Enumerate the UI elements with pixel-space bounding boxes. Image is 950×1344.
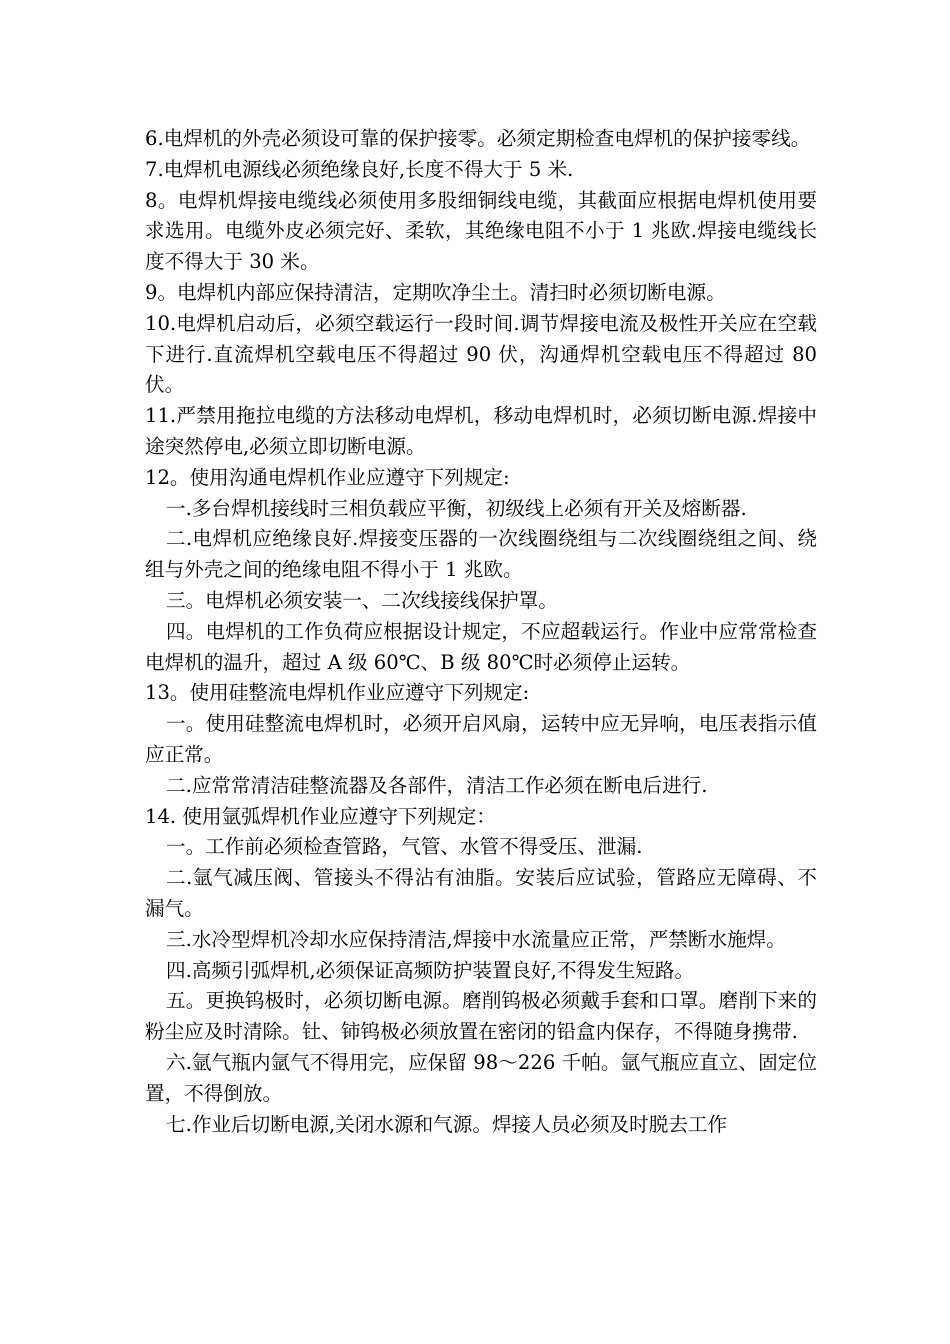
sub-item-13-1: 一。使用硅整流电焊机时，必须开启风扇，运转中应无异响，电压表指示值应正常。 bbox=[145, 712, 817, 766]
sub-item-12-4: 四。电焊机的工作负荷应根据设计规定，不应超载运行。作业中应常常检查电焊机的温升，超过 A 级 60℃、B 级 80℃时必须停止运转。 bbox=[145, 619, 817, 674]
paragraph-item-7: 7.电焊机电源线必须绝缘良好,长度不得大于 5 米. bbox=[145, 157, 574, 181]
sub-item-14-1: 一。工作前必须检查管路，气管、水管不得受压、泄漏. bbox=[166, 835, 643, 859]
section-heading-12: 12。使用沟通电焊机作业应遵守下列规定: bbox=[145, 465, 510, 489]
sub-item-14-3: 三.水冷型焊机冷却水应保持清洁,焊接中水流量应正常，严禁断水施焊。 bbox=[166, 927, 786, 951]
sub-item-14-2: 二.氩气减压阀、管接头不得沾有油脂。安装后应试验，管路应无障碍、不漏气。 bbox=[145, 866, 817, 920]
sub-item-14-5: 五。更换钨极时，必须切断电源。磨削钨极必须戴手套和口罩。磨削下来的粉尘应及时清除。钍、铈钨极必须放置在密闭的铅盒内保存，不得随身携带. bbox=[145, 989, 817, 1044]
sub-item-13-2: 二.应常常清洁硅整流器及各部件，清洁工作必须在断电后进行. bbox=[166, 773, 708, 797]
sub-item-14-7: 七.作业后切断电源,关闭水源和气源。焊接人员必须及时脱去工作 bbox=[166, 1112, 728, 1136]
sub-item-12-2: 二.电焊机应绝缘良好.焊接变压器的一次线圈绕组与二次线圈绕组之间、绕组与外壳之间的绝缘电阻不得小于 1 兆欧。 bbox=[145, 527, 817, 582]
paragraph-item-6: 6.电焊机的外壳必须设可靠的保护接零。必须定期检查电焊机的保护接零线。 bbox=[145, 127, 811, 150]
document-body bbox=[145, 124, 817, 1140]
paragraph-item-10: 10.电焊机启动后，必须空载运行一段时间.调节焊接电流及极性开关应在空载下进行.直流焊机空载电压不得超过 90 伏，沟通焊机空载电压不得超过 80 伏。 bbox=[145, 311, 817, 397]
paragraph-item-11: 11.严禁用拖拉电缆的方法移动电焊机，移动电焊机时，必须切断电源.焊接中途突然停电,必须立即切断电源。 bbox=[145, 404, 817, 458]
sub-item-12-1: 一.多台焊机接线时三相负载应平衡，初级线上必须有开关及熔断器. bbox=[166, 496, 747, 520]
sub-item-14-4: 四.高频引弧焊机,必须保证高频防护装置良好,不得发生短路。 bbox=[166, 958, 695, 982]
paragraph-item-9: 9。电焊机内部应保持清洁，定期吹净尘土。清扫时必须切断电源。 bbox=[145, 280, 726, 304]
paragraph-item-8: 8。电焊机焊接电缆线必须使用多股细铜线电缆，其截面应根据电焊机使用要求选用。电缆外皮必须完好、柔软，其绝缘电阻不小于 1 兆欧.焊接电缆线长度不得大于 30 米。 bbox=[145, 188, 817, 274]
sub-item-14-6: 六.氩气瓶内氩气不得用完，应保留 98～226 千帕。氩气瓶应直立、固定位置，不得倒放。 bbox=[145, 1050, 817, 1105]
sub-item-12-3: 三。电焊机必须安装一、二次线接线保护罩。 bbox=[166, 588, 558, 612]
section-heading-14: 14. 使用氩弧焊机作业应遵守下列规定： bbox=[145, 804, 496, 828]
section-heading-13: 13。使用硅整流电焊机作业应遵守下列规定: bbox=[145, 681, 530, 705]
